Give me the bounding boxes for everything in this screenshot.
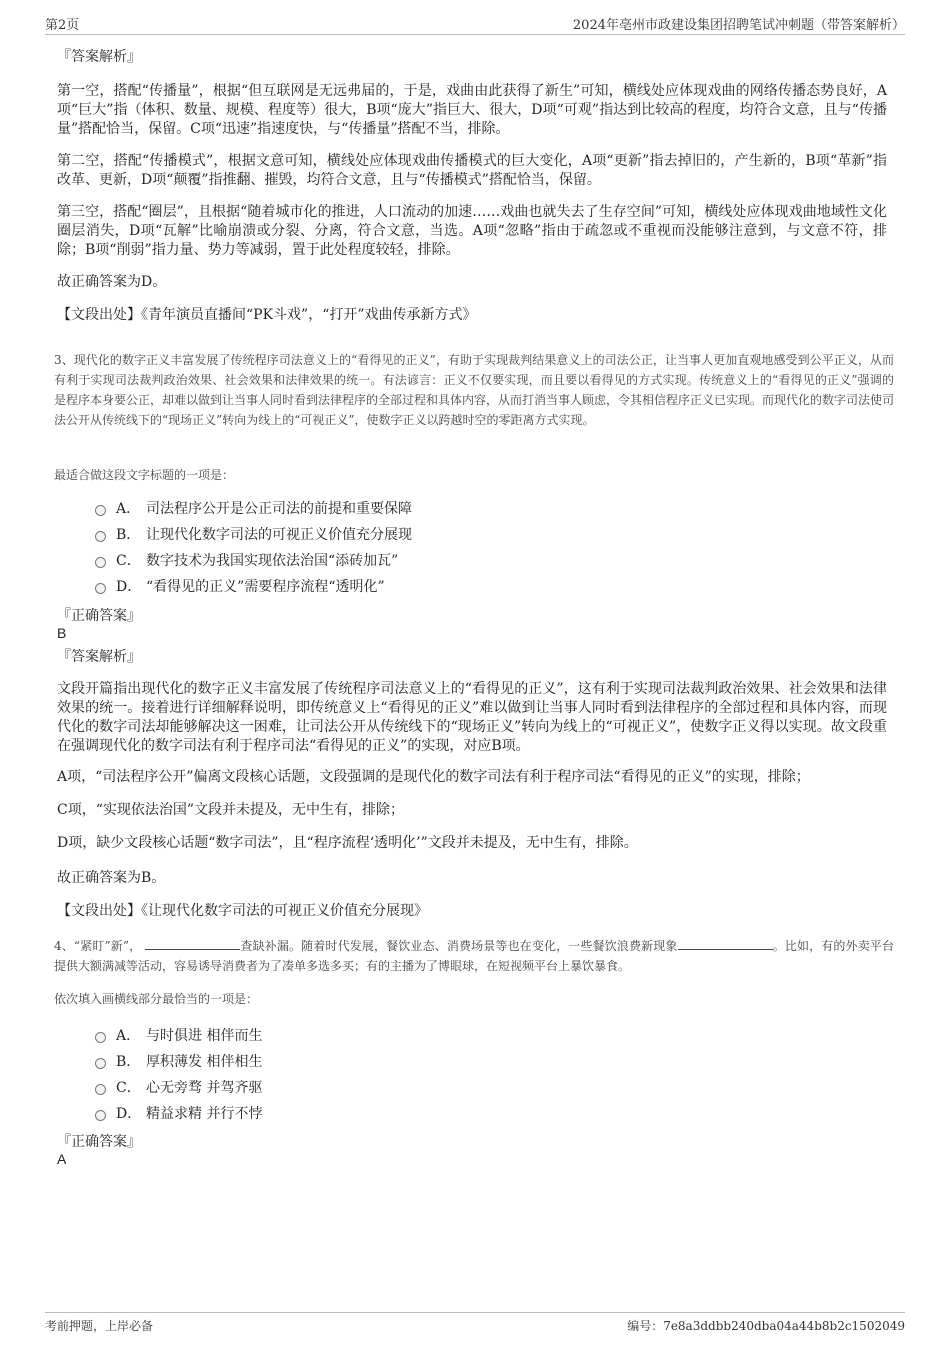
- option-d[interactable]: D． “看得见的正义”需要程序流程“透明化”: [95, 574, 412, 600]
- option-c[interactable]: C． 心无旁骛 并驾齐驱: [95, 1075, 262, 1101]
- option-d[interactable]: D． 精益求精 并行不悖: [95, 1101, 262, 1127]
- analysis-paragraph: 第二空，搭配“传播模式”，根据文意可知，横线处应体现戏曲传播模式的巨大变化，A项“更新”指去掉旧的，产生新的，B项“革新”指改革、更新，D项“颠覆”指推翻、摧毁，均符合文意，且与“传播模式”搭配恰当，保留。: [57, 153, 887, 188]
- conclusion: 故正确答案为D。: [57, 274, 167, 290]
- question-3-options: [95, 496, 412, 600]
- analysis-paragraph: C项，“实现依法治国”文段并未提及，无中生有，排除；: [57, 802, 405, 818]
- radio-icon[interactable]: [95, 1058, 106, 1069]
- analysis-label: 『答案解析』: [57, 49, 141, 65]
- correct-answer: A: [57, 1151, 67, 1167]
- question-3-prompt: 最适合做这段文字标题的一项是：: [54, 468, 235, 482]
- question-4-options: [95, 1023, 262, 1127]
- question-3-text: 3、现代化的数字正义丰富发展了传统程序司法意义上的“看得见的正义”，有助于实现裁判结果意义上的司法公正，让当事人更加直观地感受到公平正义，从而有利于实现司法裁判政治效果、社会效果和法律效果的统一。有法谚言：正义不仅要实现，而且要以看得见的方式实现。传统意义上的“看得见的正义”强调的是程序本身要公正，却难以做到让当事人同时看到法律程序的全部过程和具体内容，从而打消当事人顾虑，令其相信程序正义已实现。而现代化的数字司法使司法公开从传统线下的“现场正义”转向为线上的“可视正义”，使数字正义以跨越时空的零距离方式实现。: [54, 353, 895, 427]
- question-4-prompt: 依次填入画横线部分最恰当的一项是：: [54, 992, 259, 1006]
- analysis-paragraph: 文段开篇指出现代化的数字正义丰富发展了传统程序司法意义上的“看得见的正义”，这有利于实现司法裁判政治效果、社会效果和法律效果的统一。接着进行详细解释说明，即传统意义上“看得见的正义”难以做到让当事人同时看到法律程序的全部过程和具体内容，而现代化的数字司法却能够解决这一困难，让司法公开从传统线下的“现场正义”转向为线上的“可视正义”，使数字正义得以实现。故文段重在强调现代化的数字司法有利于程序司法“看得见的正义”的实现，对应B项。: [57, 681, 887, 754]
- analysis-paragraph: D项，缺少文段核心话题“数字司法”，且“程序流程‘透明化’”文段并未提及，无中生有，排除。: [57, 835, 638, 851]
- radio-icon[interactable]: [95, 1084, 106, 1095]
- correct-answer-label: 『正确答案』: [57, 607, 141, 623]
- radio-icon[interactable]: [95, 505, 106, 516]
- analysis-paragraph: 第一空，搭配“传播量”，根据“但互联网是无远弗届的，于是，戏曲由此获得了新生”可知，横线处应体现戏曲的网络传播态势良好，A项“巨大”指（体积、数量、规模、程度等）很大，B项“庞大”指巨大、很大，D项“可观”指达到比较高的程度，均符合文意，且与“传播量”搭配恰当，保留。C项“迅速”指速度快，与“传播量”搭配不当，排除。: [57, 83, 887, 137]
- correct-answer-label: 『正确答案』: [57, 1133, 141, 1149]
- analysis-paragraph: A项，“司法程序公开”偏离文段核心话题，文段强调的是现代化的数字司法有利于程序司法“看得见的正义”的实现，排除；: [57, 769, 810, 785]
- analysis-label: 『答案解析』: [57, 648, 141, 664]
- source-citation: 【文段出处】《青年演员直播间“PK斗戏”，“打开”戏曲传承新方式》: [57, 307, 477, 323]
- question-4-text: 4、“紧盯”新”， 查缺补漏。随着时代发展，餐饮业态、消费场景等也在变化，一些餐饮浪费新现象 。比如，有的外卖平台提供大额满减等活动，容易诱导消费者为了凑单多选多买；有的主播为了博眼球，在短视频平台上暴饮暴食。: [54, 939, 894, 973]
- page-header: [45, 12, 905, 35]
- radio-icon[interactable]: [95, 557, 106, 568]
- fill-blank: [678, 937, 773, 950]
- radio-icon[interactable]: [95, 1032, 106, 1043]
- option-b[interactable]: B． 厚积薄发 相伴相生: [95, 1049, 262, 1075]
- option-c[interactable]: C． 数字技术为我国实现依法治国“添砖加瓦”: [95, 548, 412, 574]
- document-title: 2024年亳州市政建设集团招聘笔试冲刺题（带答案解析）: [572, 18, 905, 33]
- option-a[interactable]: A． 司法程序公开是公正司法的前提和重要保障: [95, 496, 412, 522]
- page-footer: [45, 1312, 905, 1335]
- option-b[interactable]: B． 让现代化数字司法的可视正义价值充分展现: [95, 522, 412, 548]
- source-citation: 【文段出处】《让现代化数字司法的可视正义价值充分展现》: [57, 903, 428, 919]
- radio-icon[interactable]: [95, 1110, 106, 1121]
- footer-slogan: 考前押题，上岸必备: [45, 1319, 154, 1333]
- radio-icon[interactable]: [95, 583, 106, 594]
- radio-icon[interactable]: [95, 531, 106, 542]
- fill-blank: [145, 937, 240, 950]
- conclusion: 故正确答案为B。: [57, 870, 166, 886]
- page-number: 第2页: [45, 18, 80, 33]
- document-code: 编号：7e8a3ddbb240dba04a44b8b2c1502049: [627, 1319, 905, 1333]
- correct-answer: B: [57, 625, 67, 641]
- option-a[interactable]: A． 与时俱进 相伴而生: [95, 1023, 262, 1049]
- analysis-paragraph: 第三空，搭配“圈层”，且根据“随着城市化的推进，人口流动的加速……戏曲也就失去了生存空间”可知，横线处应体现戏曲地域性文化圈层消失，D项“瓦解”比喻崩溃或分裂、分离，符合文意，当选。A项“忽略”指由于疏忽或不重视而没能够注意到，与文意不符，排除；B项“削弱”指力量、势力等减弱，置于此处程度较轻，排除。: [57, 204, 887, 258]
